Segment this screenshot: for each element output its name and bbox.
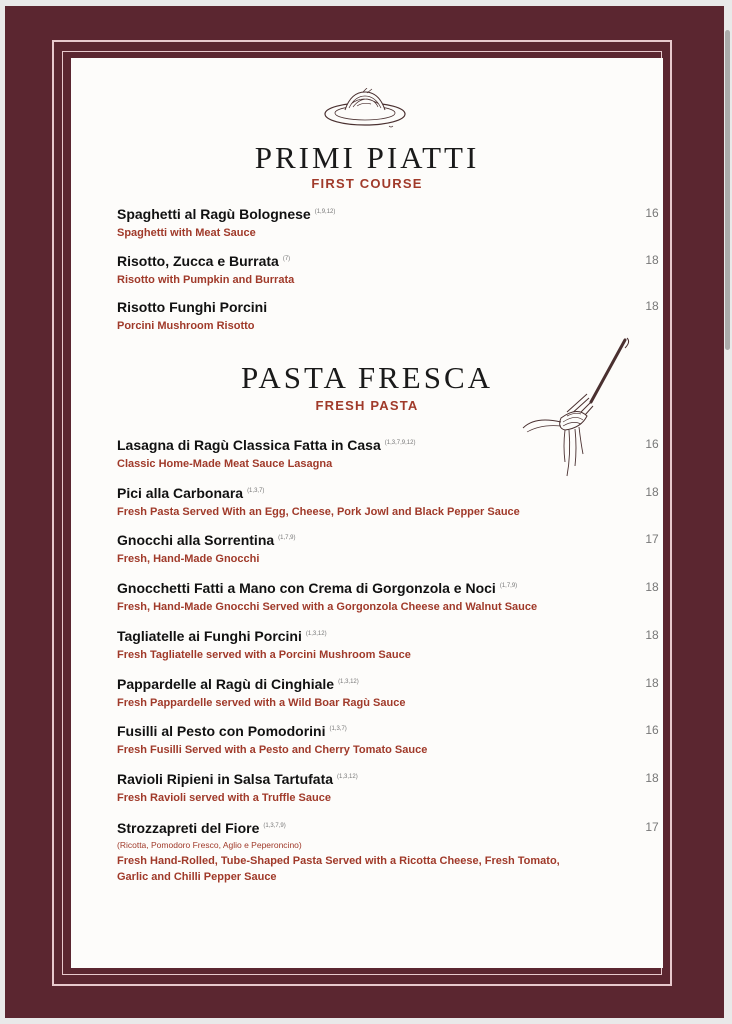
item-name: Gnocchi alla Sorrentina: [117, 532, 275, 548]
item-description: Fresh, Hand-Made Gnocchi Served with a Gorgonzola Cheese and Walnut Sauce: [117, 601, 538, 613]
item-price: 18: [645, 580, 659, 594]
menu-item: [117, 532, 659, 567]
menu-item: [117, 723, 659, 758]
item-allergens: (1,3,12): [305, 631, 327, 637]
item-name: Spaghetti al Ragù Bolognese: [117, 206, 311, 222]
item-name: Pici alla Carbonara: [117, 485, 244, 501]
item-description: Risotto with Pumpkin and Burrata: [117, 274, 295, 286]
item-allergens: (1,3,12): [337, 774, 358, 780]
item-allergens: (7): [282, 256, 291, 262]
item-name: Risotto Funghi Porcini: [117, 299, 268, 315]
menu-item: [117, 485, 659, 520]
spaghetti-plate-icon: [323, 88, 409, 132]
menu-item: [117, 820, 659, 885]
item-allergens: (1,9,12): [314, 209, 336, 215]
section-subtitle-primi: FIRST COURSE: [311, 176, 423, 191]
item-name: Risotto, Zucca e Burrata: [117, 253, 279, 269]
menu-item: [117, 437, 659, 472]
item-name: Ravioli Ripieni in Salsa Tartufata: [117, 771, 334, 787]
menu-item: [117, 206, 659, 241]
item-ingredients-note: (Ricotta, Pomodoro Fresco, Aglio e Peperoncino): [117, 840, 302, 850]
item-allergens: (1,3,7): [329, 726, 347, 732]
item-description: Porcini Mushroom Risotto: [117, 320, 255, 332]
item-description: Spaghetti with Meat Sauce: [117, 227, 256, 239]
item-price: 16: [645, 437, 659, 451]
item-allergens: (1,3,7): [247, 488, 265, 494]
item-price: 17: [645, 532, 659, 546]
menu-item: [117, 253, 659, 288]
item-description: Classic Home-Made Meat Sauce Lasagna: [117, 458, 333, 470]
item-allergens: (1,3,12): [338, 679, 359, 685]
item-price: 18: [645, 628, 659, 642]
item-name: Gnocchetti Fatti a Mano con Crema di Gorgonzola e Noci: [117, 580, 496, 596]
item-price: 18: [645, 253, 659, 267]
menu-item: [117, 580, 659, 615]
item-description: Fresh Hand-Rolled, Tube-Shaped Pasta Served with a Ricotta Cheese, Fresh Tomato, Garlic and Chilli Pepper Sauce: [117, 855, 560, 883]
section-title-primi: PRIMI PIATTI: [254, 140, 480, 175]
item-description: Fresh Ravioli served with a Truffle Sauce: [117, 792, 331, 804]
item-name: Pappardelle al Ragù di Cinghiale: [117, 676, 335, 692]
item-description: Fresh Fusilli Served with a Pesto and Cherry Tomato Sauce: [117, 744, 428, 756]
item-price: 16: [645, 723, 659, 737]
item-allergens: (1,3,7,9,12): [384, 440, 416, 446]
item-description: Fresh Pasta Served With an Egg, Cheese, Pork Jowl and Black Pepper Sauce: [117, 506, 520, 518]
item-description: Fresh, Hand-Made Gnocchi: [117, 553, 260, 565]
item-price: 18: [645, 676, 659, 690]
item-price: 18: [645, 485, 659, 499]
menu-item: [117, 628, 659, 663]
item-name: Strozzapreti del Fiore: [117, 820, 260, 836]
item-description: Fresh Pappardelle served with a Wild Boar Ragù Sauce: [117, 697, 406, 709]
item-name: Lasagna di Ragù Classica Fatta in Casa: [117, 437, 381, 453]
item-name: Fusilli al Pesto con Pomodorini: [117, 723, 326, 739]
item-allergens: (1,7,9): [278, 535, 296, 541]
menu-item: [117, 771, 659, 806]
item-allergens: (1,7,9): [499, 583, 518, 589]
menu-item: [117, 299, 659, 334]
item-price: 16: [645, 206, 659, 220]
section-subtitle-pasta: FRESH PASTA: [315, 398, 419, 413]
menu-page: [71, 58, 663, 968]
scrollbar[interactable]: [725, 30, 730, 350]
section-title-pasta: PASTA FRESCA: [240, 360, 494, 395]
item-description: Fresh Tagliatelle served with a Porcini Mushroom Sauce: [117, 649, 411, 661]
item-price: 18: [645, 771, 659, 785]
item-price: 17: [645, 820, 659, 834]
item-price: 18: [645, 299, 659, 313]
item-allergens: (1,3,7,9): [263, 823, 286, 829]
item-name: Tagliatelle ai Funghi Porcini: [117, 628, 302, 644]
menu-item: [117, 676, 659, 711]
